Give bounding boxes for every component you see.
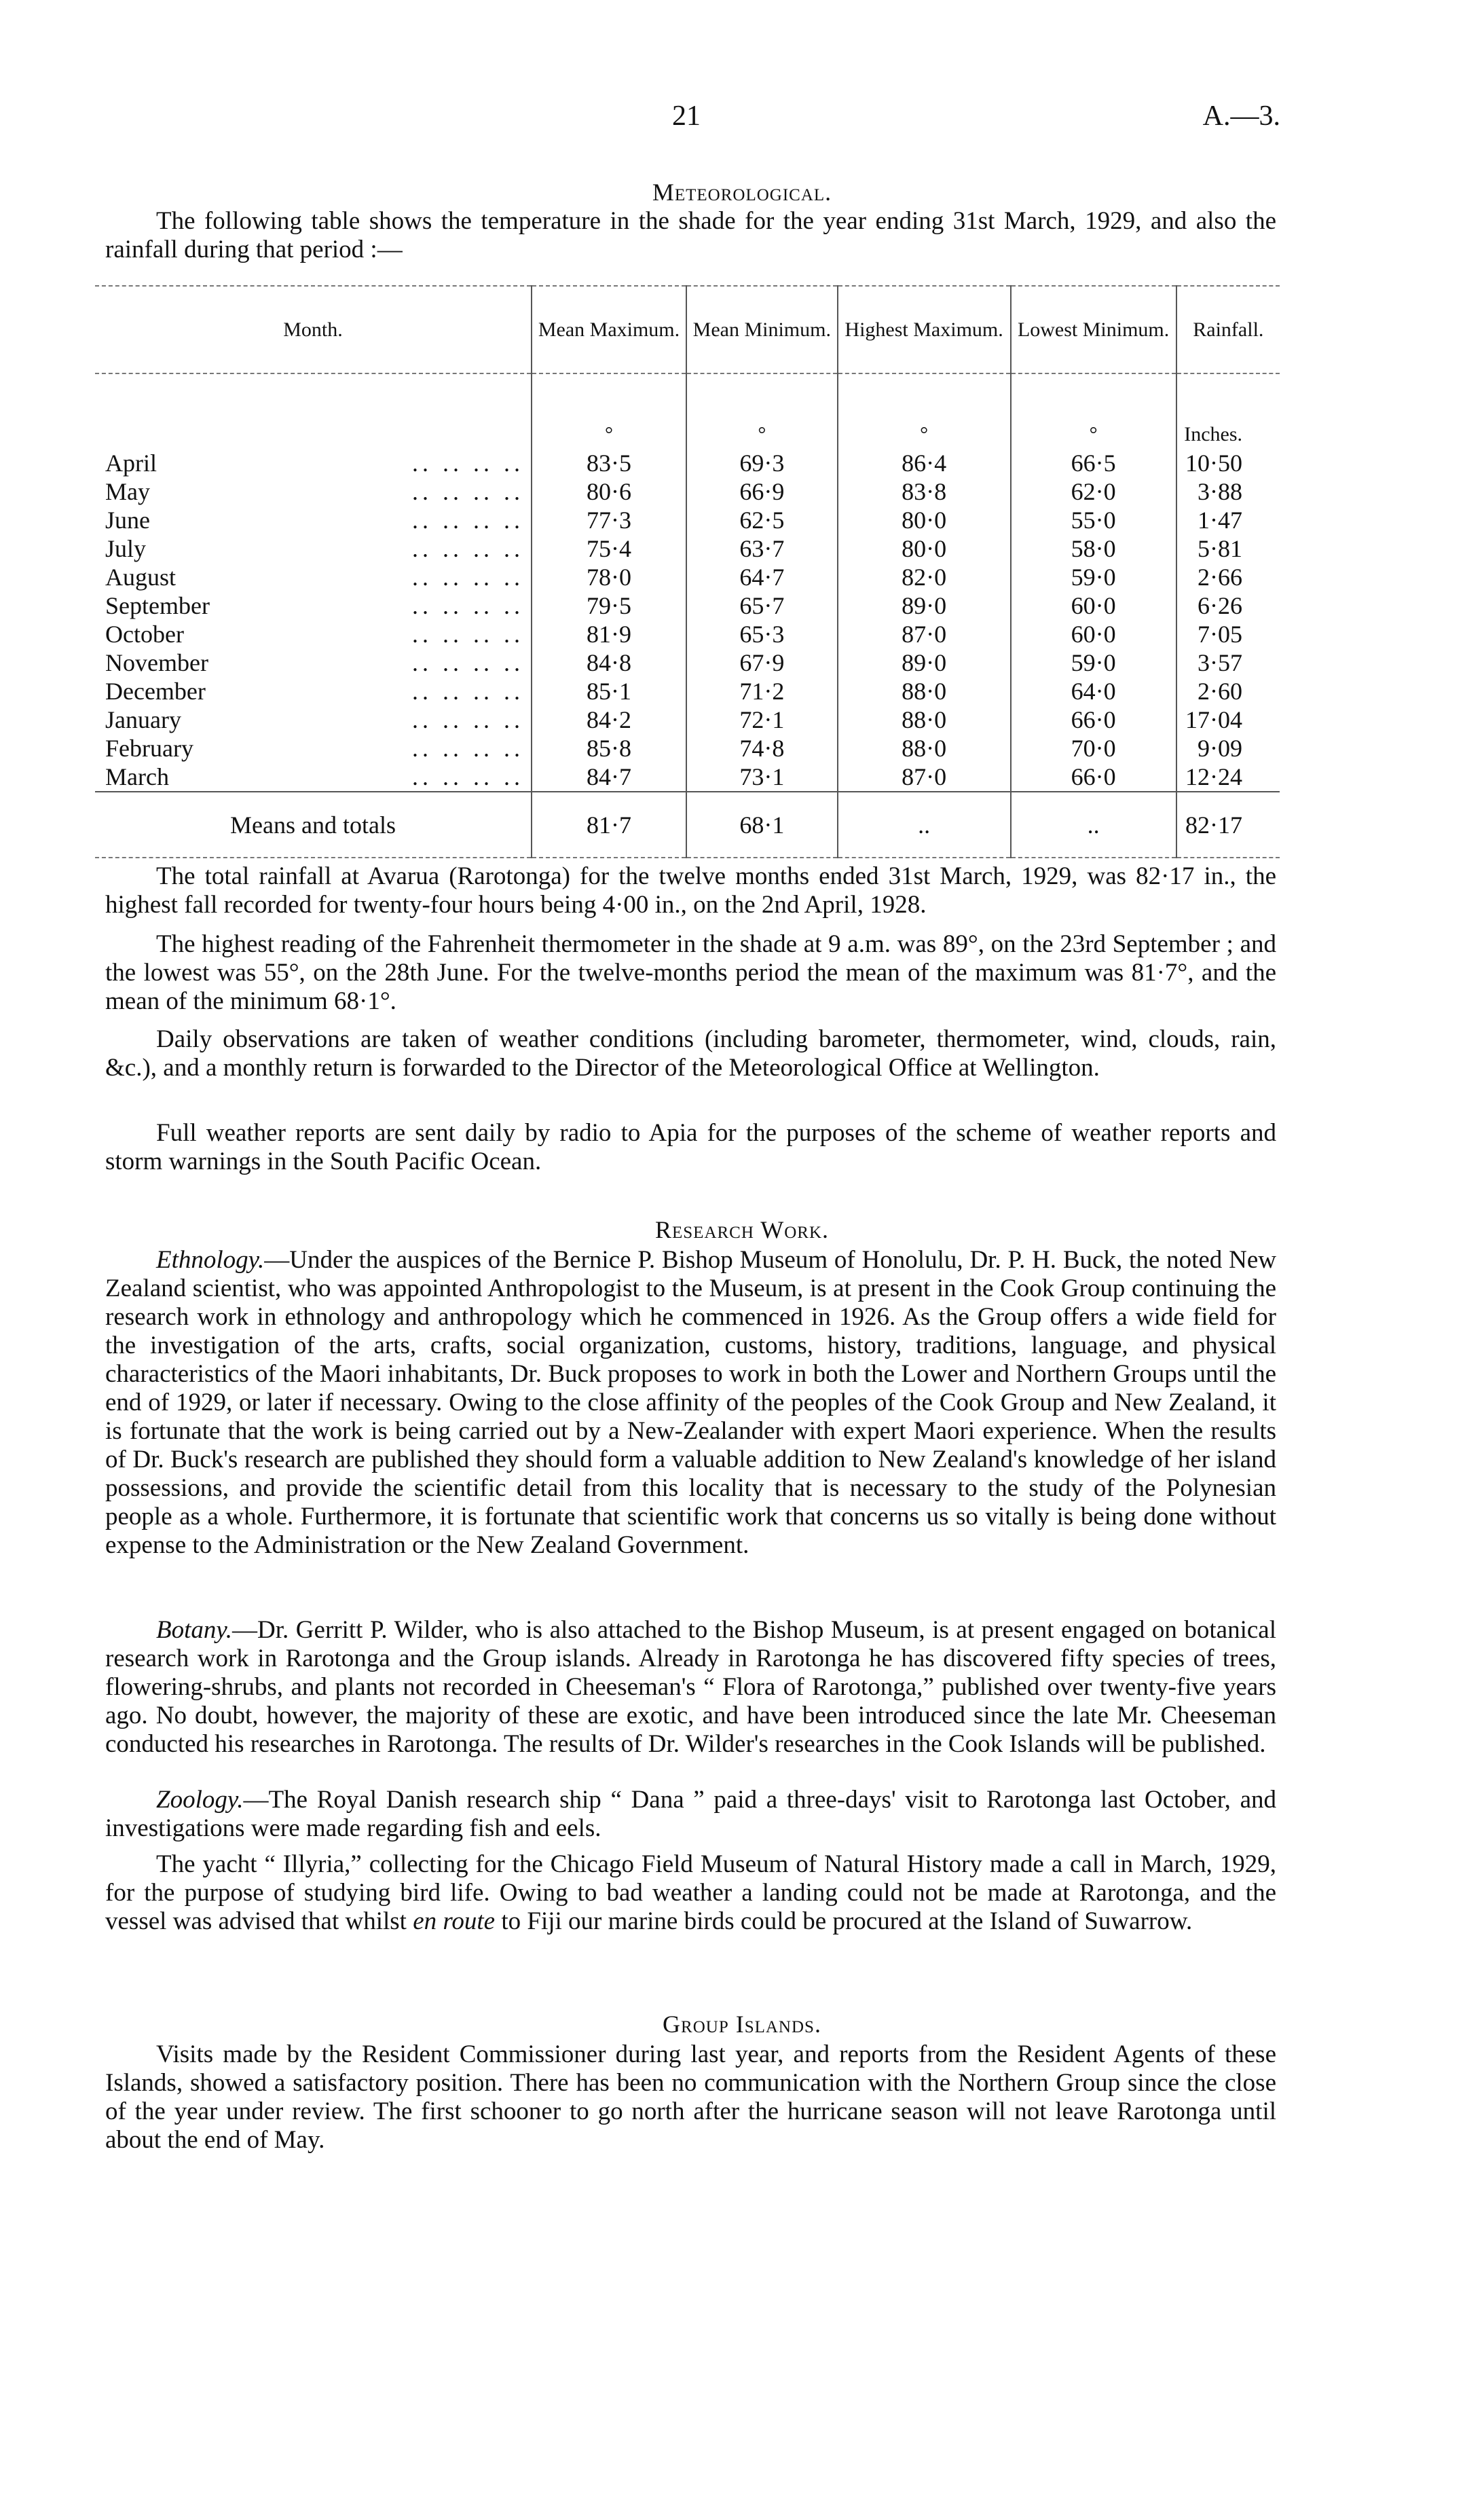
text-illyria-b: to Fiji our marine birds could be procured at the Island of Suwarrow. — [495, 1907, 1193, 1935]
leader-dots: .. .. .. .. — [412, 535, 524, 562]
lead-zoology: Zoology. — [156, 1786, 244, 1814]
value-cell: 17·04 — [1176, 705, 1280, 734]
paragraph-botany — [105, 1616, 1276, 1759]
value-cell: 66·0 — [1011, 705, 1176, 734]
value-cell: 63·7 — [686, 534, 838, 563]
column-header: Mean Minimum. — [686, 286, 838, 373]
column-header: Month. — [95, 286, 532, 373]
leader-dots: .. .. .. .. — [412, 706, 524, 733]
value-cell: 86·4 — [838, 449, 1011, 477]
value-cell: 9·09 — [1176, 734, 1280, 763]
value-cell: 62·0 — [1011, 477, 1176, 506]
value-cell: 78·0 — [532, 563, 686, 591]
table-row — [95, 620, 1280, 648]
text-botany: —Dr. Gerritt P. Wilder, who is also attached to the Bishop Museum, is at present engaged on botanical research work in Rarotonga and the Group islands. Already in Rarotonga he has discovered fifty species of trees, flowering-shrubs, and plants not recorded in Cheeseman's “ Flora of Rarotonga,” published over twenty-five years ago. No doubt, however, the majority of these are exotic, and have been introduced since the late Mr. Cheeseman conducted his researches in Rarotonga. The results of Dr. Wilder's researches in the Cook Islands will be published. — [105, 1616, 1276, 1758]
text-zoology: —The Royal Danish research ship “ Dana ” paid a three-days' visit to Rarotonga last October, and investigations were made regarding fish and eels. — [105, 1786, 1276, 1842]
totals-row — [95, 792, 1280, 858]
leader-dots: .. .. .. .. — [412, 735, 524, 762]
section-heading-meteorological: Meteorological. — [652, 179, 832, 206]
table-row — [95, 648, 1280, 677]
leader-dots: .. .. .. .. — [412, 564, 524, 591]
value-cell: 87·0 — [838, 620, 1011, 648]
value-cell: 5·81 — [1176, 534, 1280, 563]
lead-ethnology: Ethnology. — [156, 1246, 265, 1274]
table-row — [95, 563, 1280, 591]
month-cell — [95, 591, 532, 620]
value-cell: 59·0 — [1011, 648, 1176, 677]
table-row — [95, 477, 1280, 506]
value-cell: 2·60 — [1176, 677, 1280, 705]
value-cell: 79·5 — [532, 591, 686, 620]
value-cell: 74·8 — [686, 734, 838, 763]
column-header: Mean Maximum. — [532, 286, 686, 373]
month-cell — [95, 705, 532, 734]
month-cell — [95, 677, 532, 705]
column-header: Lowest Minimum. — [1011, 286, 1176, 373]
value-cell: 66·0 — [1011, 763, 1176, 792]
unit-cell: ° — [838, 373, 1011, 449]
unit-cell: ° — [532, 373, 686, 449]
table-row — [95, 705, 1280, 734]
leader-dots: .. .. .. .. — [412, 592, 524, 619]
value-cell: 62·5 — [686, 506, 838, 534]
table-row — [95, 734, 1280, 763]
table-row — [95, 449, 1280, 477]
month-label: April — [105, 450, 157, 477]
value-cell: 82·0 — [838, 563, 1011, 591]
value-cell: 80·6 — [532, 477, 686, 506]
leader-dots: .. .. .. .. — [412, 621, 524, 648]
month-label: February — [105, 735, 193, 762]
month-label: November — [105, 649, 208, 676]
month-label: September — [105, 592, 210, 619]
totals-cell: .. — [838, 792, 1011, 858]
leader-dots: .. .. .. .. — [412, 678, 524, 705]
totals-cell: 81·7 — [532, 792, 686, 858]
value-cell: 1·47 — [1176, 506, 1280, 534]
unit-cell: Inches. — [1176, 373, 1280, 449]
table-row — [95, 677, 1280, 705]
month-cell — [95, 477, 532, 506]
value-cell: 59·0 — [1011, 563, 1176, 591]
month-label: October — [105, 621, 184, 648]
table-intro: The following table shows the temperature in the shade for the year ending 31st March, 1929, and also the rainfall during that period :— — [105, 207, 1276, 263]
month-label: January — [105, 706, 181, 733]
value-cell: 66·9 — [686, 477, 838, 506]
document-reference: A.—3. — [1202, 100, 1280, 132]
value-cell: 84·2 — [532, 705, 686, 734]
value-cell: 64·0 — [1011, 677, 1176, 705]
leader-dots: .. .. .. .. — [412, 450, 524, 477]
month-label: July — [105, 535, 147, 562]
month-label: June — [105, 507, 150, 534]
value-cell: 84·7 — [532, 763, 686, 792]
paragraph-ethnology — [105, 1246, 1276, 1560]
value-cell: 64·7 — [686, 563, 838, 591]
value-cell: 65·3 — [686, 620, 838, 648]
paragraph-zoology — [105, 1786, 1276, 1843]
text-ethnology: —Under the auspices of the Bernice P. Bishop Museum of Honolulu, Dr. P. H. Buck, the noted New Zealand scientist, who was appointed Anthropologist to the Museum, is at present in the Cook Group continuing the research work in ethnology and anthropology which he commenced in 1926. As the Group offers a wide field for the investigation of the arts, crafts, social organization, customs, history, traditions, language, and physical characteristics of the Maori inhabitants, Dr. Buck proposes to work in both the Lower and Northern Groups until the end of 1929, or later if necessary. Owing to the close affinity of the peoples of the Cook Group and New Zealand, it is fortunate that the work is being carried out by a New-Zealander with expert Maori experience. When the results of Dr. Buck's research are published they should form a valuable addition to New Zealand's knowledge of her island possessions, and provide the scientific detail from this locality that is necessary to the study of the Polynesian people as a whole. Furthermore, it is fortunate that scientific work that concerns us so vitally is being done without expense to the Administration or the New Zealand Government. — [105, 1246, 1276, 1559]
unit-cell: ° — [1011, 373, 1176, 449]
text-illyria-italic: en route — [413, 1907, 496, 1935]
text-illyria-a: The yacht “ Illyria,” collecting for the Chicago Field Museum of Natural History made a call in March, 1929, for the purpose of studying bird life. Owing to bad weather a landing could not be made at Rarotonga, and the vessel was advised that whilst — [105, 1850, 1276, 1935]
unit-cell: ° — [686, 373, 838, 449]
value-cell: 83·8 — [838, 477, 1011, 506]
leader-dots: .. .. .. .. — [412, 763, 524, 790]
totals-cell: 68·1 — [686, 792, 838, 858]
leader-dots: .. .. .. .. — [412, 478, 524, 505]
value-cell: 88·0 — [838, 705, 1011, 734]
value-cell: 67·9 — [686, 648, 838, 677]
value-cell: 80·0 — [838, 534, 1011, 563]
month-cell — [95, 620, 532, 648]
units-row — [95, 373, 1280, 449]
value-cell: 10·50 — [1176, 449, 1280, 477]
paragraph-observations: Daily observations are taken of weather conditions (including barometer, thermometer, wind, clouds, rain, &c.), and a monthly return is forwarded to the Director of the Meteorological Office at Wellington. — [105, 1025, 1276, 1082]
month-cell — [95, 563, 532, 591]
section-heading-group-islands: Group Islands. — [663, 2011, 821, 2038]
paragraph-weather-reports: Full weather reports are sent daily by radio to Apia for the purposes of the scheme of weather reports and storm warnings in the South Pacific Ocean. — [105, 1119, 1276, 1175]
value-cell: 60·0 — [1011, 620, 1176, 648]
value-cell: 88·0 — [838, 734, 1011, 763]
value-cell: 66·5 — [1011, 449, 1176, 477]
lead-botany: Botany. — [156, 1616, 233, 1644]
value-cell: 73·1 — [686, 763, 838, 792]
month-cell — [95, 449, 532, 477]
month-cell — [95, 648, 532, 677]
value-cell: 85·8 — [532, 734, 686, 763]
month-label: March — [105, 763, 169, 790]
value-cell: 88·0 — [838, 677, 1011, 705]
value-cell: 80·0 — [838, 506, 1011, 534]
value-cell: 69·3 — [686, 449, 838, 477]
table-row — [95, 591, 1280, 620]
value-cell: 12·24 — [1176, 763, 1280, 792]
month-label: August — [105, 564, 177, 591]
value-cell: 70·0 — [1011, 734, 1176, 763]
value-cell: 55·0 — [1011, 506, 1176, 534]
month-label: December — [105, 678, 206, 705]
unit-cell — [95, 373, 532, 449]
paragraph-temperature: The highest reading of the Fahrenheit thermometer in the shade at 9 a.m. was 89°, on the 23rd September ; and the lowest was 55°, on the 28th June. For the twelve-months period the mean of the maximum was 81·7°, and the mean of the minimum 68·1°. — [105, 930, 1276, 1015]
table-row — [95, 534, 1280, 563]
month-cell — [95, 534, 532, 563]
value-cell: 7·05 — [1176, 620, 1280, 648]
paragraph-group-islands: Visits made by the Resident Commissioner during last year, and reports from the Resident Agents of these Islands, showed a satisfactory position. There has been no communication with the Northern Group since the close of the year under review. The first schooner to go north after the hurricane season will not leave Rarotonga until about the end of May. — [105, 2040, 1276, 2154]
value-cell: 81·9 — [532, 620, 686, 648]
temperature-rainfall-table — [95, 285, 1280, 858]
value-cell: 71·2 — [686, 677, 838, 705]
value-cell: 3·88 — [1176, 477, 1280, 506]
table-row — [95, 506, 1280, 534]
page-number: 21 — [672, 100, 701, 132]
value-cell: 89·0 — [838, 648, 1011, 677]
value-cell: 6·26 — [1176, 591, 1280, 620]
value-cell: 2·66 — [1176, 563, 1280, 591]
value-cell: 89·0 — [838, 591, 1011, 620]
leader-dots: .. .. .. .. — [412, 507, 524, 534]
value-cell: 60·0 — [1011, 591, 1176, 620]
table-row — [95, 763, 1280, 792]
value-cell: 72·1 — [686, 705, 838, 734]
leader-dots: .. .. .. .. — [412, 649, 524, 676]
value-cell: 84·8 — [532, 648, 686, 677]
value-cell: 87·0 — [838, 763, 1011, 792]
value-cell: 75·4 — [532, 534, 686, 563]
month-cell — [95, 763, 532, 792]
month-cell — [95, 734, 532, 763]
value-cell: 85·1 — [532, 677, 686, 705]
value-cell: 83·5 — [532, 449, 686, 477]
paragraph-rainfall: The total rainfall at Avarua (Rarotonga) for the twelve months ended 31st March, 1929, was 82·17 in., the highest fall recorded for twenty-four hours being 4·00 in., on the 2nd April, 1928. — [105, 862, 1276, 919]
section-heading-research: Research Work. — [654, 1216, 830, 1243]
value-cell: 77·3 — [532, 506, 686, 534]
totals-cell: .. — [1011, 792, 1176, 858]
value-cell: 3·57 — [1176, 648, 1280, 677]
value-cell: 58·0 — [1011, 534, 1176, 563]
month-label: May — [105, 478, 150, 505]
paragraph-illyria — [105, 1850, 1276, 1936]
value-cell: 65·7 — [686, 591, 838, 620]
column-header: Highest Maximum. — [838, 286, 1011, 373]
month-cell — [95, 506, 532, 534]
column-header: Rainfall. — [1176, 286, 1280, 373]
totals-cell: 82·17 — [1176, 792, 1280, 858]
totals-label: Means and totals — [95, 792, 532, 858]
